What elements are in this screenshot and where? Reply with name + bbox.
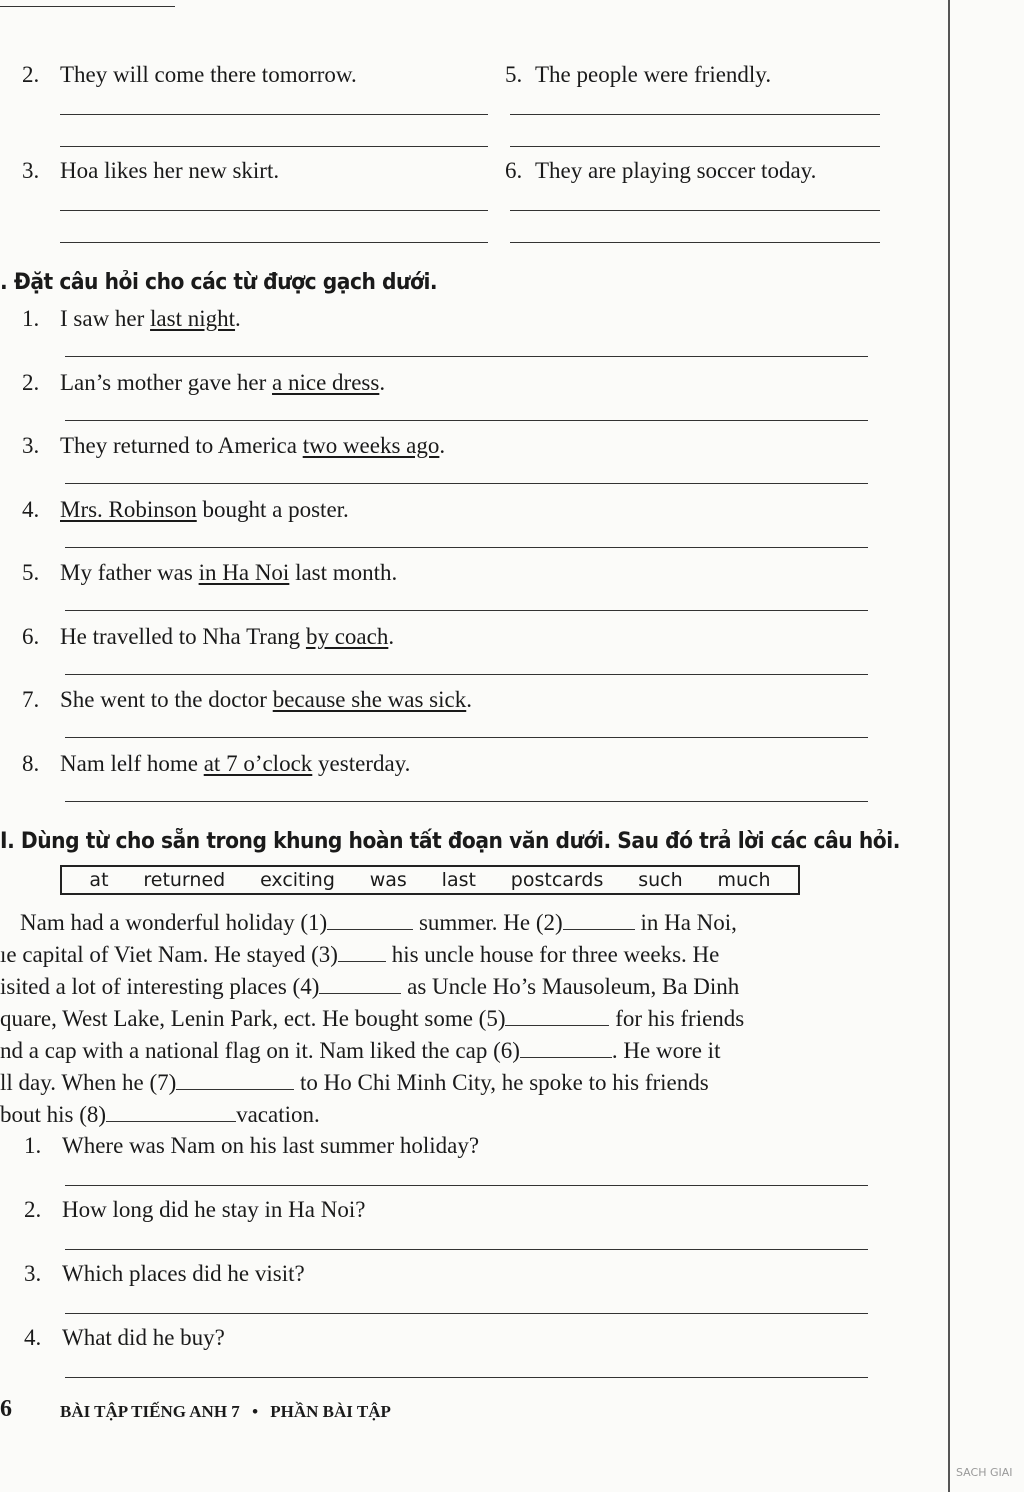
question-item: 3. They returned to America two weeks ago. (22, 433, 446, 458)
question-item: 4. Mrs. Robinson bought a poster. (22, 497, 349, 522)
answer-line[interactable] (65, 1249, 868, 1250)
question-item: 5. My father was in Ha Noi last month. (22, 560, 398, 585)
answer-line[interactable] (65, 483, 868, 484)
underlined-phrase: at 7 o’clock (203, 751, 313, 776)
comprehension-question: 2. How long did he stay in Ha Noi? (24, 1197, 366, 1222)
comprehension-question: 4. What did he buy? (24, 1325, 225, 1350)
word-box (60, 865, 800, 895)
question-item: 6. He travelled to Nha Trang by coach. (22, 624, 395, 649)
question-item: 2. Lan’s mother gave her a nice dress. (22, 370, 386, 395)
p1-item-3: 3. Hoa likes her new skirt. (22, 158, 280, 183)
answer-line[interactable] (65, 356, 868, 357)
word: exciting (260, 869, 335, 891)
p1-item-5: 5. The people were friendly. (505, 62, 772, 87)
blank-6[interactable] (520, 1039, 612, 1058)
underlined-phrase: by coach (305, 624, 389, 649)
passage-line: Nam had a wonderful holiday (1) summer. He (2) in Ha Noi, (20, 910, 737, 935)
answer-line[interactable] (60, 242, 488, 243)
word: postcards (510, 869, 604, 891)
comprehension-question: 1. Where was Nam on his last summer holiday? (24, 1133, 480, 1158)
section-heading: I. Dùng từ cho sẵn trong khung hoàn tất đoạn văn dưới. Sau đó trả lời các câu hỏi. (0, 829, 900, 854)
answer-line[interactable] (65, 737, 868, 738)
blank-4[interactable] (319, 975, 401, 994)
passage-line: ıe capital of Viet Nam. He stayed (3) his uncle house for three weeks. He (0, 942, 720, 967)
answer-line[interactable] (510, 210, 880, 211)
word: last (441, 869, 476, 891)
question-item: 1. I saw her last night. (22, 306, 241, 331)
answer-line[interactable] (510, 242, 880, 243)
answer-line[interactable] (65, 801, 868, 802)
answer-line[interactable] (65, 610, 868, 611)
blank-3[interactable] (338, 943, 386, 962)
underlined-phrase: Mrs. Robinson (60, 497, 197, 522)
blank-5[interactable] (505, 1007, 609, 1026)
underlined-phrase: in Ha Noi (198, 560, 290, 585)
passage-line: ll day. When he (7) to Ho Chi Minh City, he spoke to his friends (0, 1070, 709, 1095)
footer-title: BÀI TẬP TIẾNG ANH 7 • PHẦN BÀI TẬP (60, 1402, 391, 1421)
watermark: SACH GIAI (956, 1466, 1013, 1479)
question-item: 8. Nam lelf home at 7 o’clock yesterday. (22, 751, 411, 776)
answer-line[interactable] (65, 547, 868, 548)
passage-line: quare, West Lake, Lenin Park, ect. He bought some (5) for his friends (0, 1006, 745, 1031)
answer-line[interactable] (65, 1313, 868, 1314)
passage-line: nd a cap with a national flag on it. Nam liked the cap (6) . He wore it (0, 1038, 721, 1063)
p1-item-6: 6. They are playing soccer today. (505, 158, 817, 183)
underlined-phrase: two weeks ago (302, 433, 440, 458)
answer-line[interactable] (65, 1185, 868, 1186)
answer-line[interactable] (510, 146, 880, 147)
answer-line[interactable] (65, 420, 868, 421)
comprehension-question: 3. Which places did he visit? (24, 1261, 305, 1286)
word: returned (143, 869, 226, 891)
blank-7[interactable] (176, 1071, 294, 1090)
question-item: 7. She went to the doctor because she was sick. (22, 687, 472, 712)
underlined-phrase: because she was sick (272, 687, 467, 712)
answer-line[interactable] (65, 674, 868, 675)
underlined-phrase: last night (150, 306, 236, 331)
passage-line: isited a lot of interesting places (4) as Uncle Ho’s Mausoleum, Ba Dinh (0, 974, 740, 999)
word: at (89, 869, 109, 891)
section-heading: . Đặt câu hỏi cho các từ được gạch dưới. (0, 270, 438, 295)
blank-1[interactable] (327, 911, 413, 930)
underlined-phrase: a nice dress (272, 370, 380, 395)
top-rule (0, 6, 175, 7)
word: was (369, 869, 407, 891)
p1-item-2: 2. They will come there tomorrow. (22, 62, 357, 87)
blank-2[interactable] (563, 911, 635, 930)
passage-line: bout his (8) vacation. (0, 1102, 320, 1127)
word: much (717, 869, 771, 891)
word: such (638, 869, 683, 891)
answer-line[interactable] (65, 1377, 868, 1378)
answer-line[interactable] (60, 146, 488, 147)
answer-line[interactable] (60, 210, 488, 211)
page-number: 6 (0, 1396, 12, 1422)
right-margin-line (948, 0, 950, 1492)
answer-line[interactable] (60, 114, 488, 115)
blank-8[interactable] (106, 1103, 236, 1122)
answer-line[interactable] (510, 114, 880, 115)
